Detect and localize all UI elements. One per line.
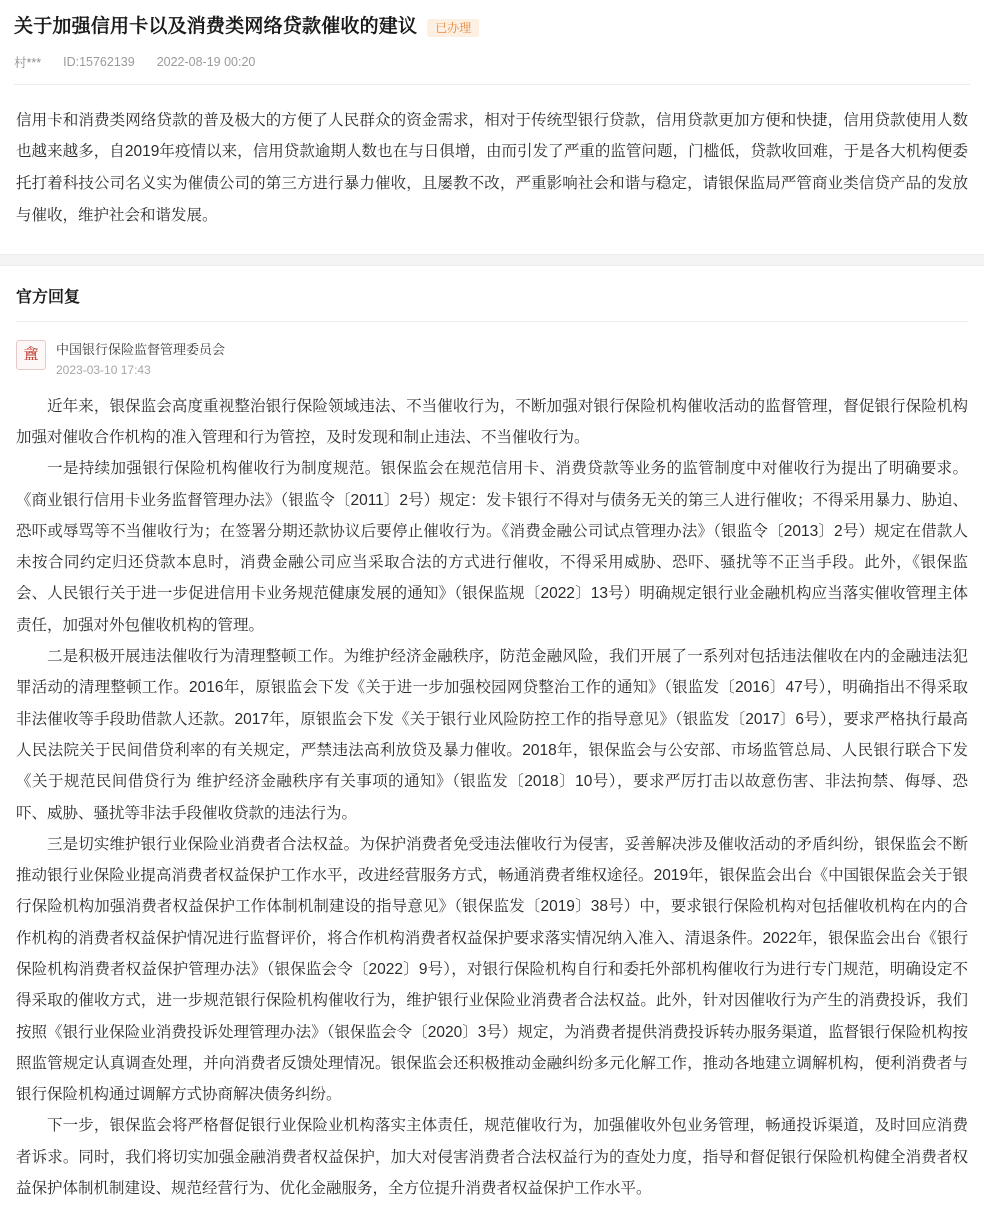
reply-divider xyxy=(16,321,968,322)
question-body xyxy=(0,85,984,254)
reply-paragraph: 一是持续加强银行保险机构催收行为制度规范。银保监会在规范信用卡、消费贷款等业务的监管制度中对催收行为提出了明确要求。《商业银行信用卡业务监督管理办法》（银监令〔2011〕2号）规定：发卡银行不得对与债务无关的第三人进行催收；不得采用暴力、胁迫、恐吓或辱骂等不当催收行为；在签署分期还款协议后要停止催收行为。《消费金融公司试点管理办法》（银监令〔2013〕2号）规定在借款人未按合同约定归还贷款本息时，消费金融公司应当采取合法的方式进行催收，不得采用威胁、恐吓、骚扰等不正当手段。此外，《银保监会、人民银行关于进一步促进信用卡业务规范健康发展的通知》（银保监规〔2022〕13号）明确规定银行业金融机构应当落实催收管理主体责任，加强对外包催收机构的管理。 xyxy=(16,460,968,634)
status-badge: 已办理 xyxy=(427,19,479,37)
responder-name: 中国银行保险监督管理委员会 xyxy=(56,341,226,357)
reply-paragraph: 下一步，银保监会将严格督促银行业保险业机构落实主体责任，规范催收行为，加强催收外包业务管理，畅通投诉渠道，及时回应消费者诉求。同时，我们将切实加强金融消费者权益保护，加大对侵害消费者合法权益行为的查处力度，指导和督促银行保险机构健全消费者权益保护体制机制建设、规范经营行为、优化金融服务，全方位提升消费者权益保护工作水平。 xyxy=(16,1117,968,1198)
document-header xyxy=(0,0,984,85)
author-name: 村*** xyxy=(14,55,42,70)
official-reply-section xyxy=(0,266,984,1222)
reply-body xyxy=(16,391,968,1222)
reply-heading: 官方回复 xyxy=(16,288,81,306)
post-datetime: 2022-08-19 00:20 xyxy=(156,54,256,69)
reply-paragraph: 三是切实维护银行业保险业消费者合法权益。为保护消费者免受违法催收行为侵害，妥善解决涉及催收活动的矛盾纠纷，银保监会不断推动银行业保险业提高消费者权益保护工作水平，改进经营服务方式，畅通消费者维权途径。2019年，银保监会出台《中国银保监会关于银行保险机构加强消费者权益保护工作体制机制建设的指导意见》（银保监发〔2019〕38号）中，要求银行保险机构对包括催收机构在内的合作机构的消费者权益保护情况进行监督评价，将合作机构消费者权益保护要求落实情况纳入准入、清退条件。2022年，银保监会出台《银行保险机构消费者权益保护管理办法》（银保监会令〔2022〕9号），对银行保险机构自行和委托外部机构催收行为进行专门规范，明确设定不得采取的催收方式，进一步规范银行保险机构催收行为，维护银行业保险业消费者合法权益。此外，针对因催收行为产生的消费投诉，我们按照《银行业保险业消费投诉处理管理办法》（银保监会令〔2020〕3号）规定，为消费者提供消费投诉转办服务渠道，监督银行保险机构按照监管规定认真调查处理，并向消费者反馈处理情况。银保监会还积极推动金融纠纷多元化解工作，推动各地建立调解机构，便利消费者与银行保险机构通过调解方式协商解决债务纠纷。 xyxy=(16,835,968,1104)
post-id: ID:15762139 xyxy=(63,54,135,69)
responder xyxy=(16,338,968,377)
institution-emblem-icon: 盦 xyxy=(16,340,46,370)
section-separator xyxy=(0,254,984,266)
title-row xyxy=(14,14,970,41)
reply-paragraph: 二是积极开展违法催收行为清理整顿工作。为维护经济金融秩序，防范金融风险，我们开展了一系列对包括违法催收在内的金融违法犯罪活动的清理整顿工作。2016年，原银监会下发《关于进一步加强校园网贷整治工作的通知》（银监发〔2016〕47号），明确指出不得采取非法催收等手段助借款人还款。2017年，原银监会下发《关于银行业风险防控工作的指导意见》（银监发〔2017〕6号），要求严格执行最高人民法院关于民间借贷利率的有关规定，严禁违法高利放贷及暴力催收。2018年，银保监会与公安部、市场监管总局、人民银行联合下发《关于规范民间借贷行为 维护经济金融秩序有关事项的通知》（银监发〔2018〕10号），要求严厉打击以故意伤害、非法拘禁、侮辱、恐吓、威胁、骚扰等非法手段催收贷款的违法行为。 xyxy=(16,648,968,822)
question-paragraph: 信用卡和消费类网络贷款的普及极大的方便了人民群众的资金需求，相对于传统型银行贷款，信用贷款更加方便和快捷，信用贷款使用人数也越来越多，自2019年疫情以来，信用贷款逾期人数也在与日俱增，由而引发了严重的监管问题，门槛低，贷款收回难，于是各大机构便委托打着科技公司名义实为催债公司的第三方进行暴力催收，且屡教不改，严重影响社会和谐与稳定，请银保监局严管商业类信贷产品的发放与催收，维护社会和谐发展。 xyxy=(16,111,968,224)
responder-texts xyxy=(56,338,225,377)
page-title: 关于加强信用卡以及消费类网络贷款催收的建议 xyxy=(14,16,418,37)
reply-paragraph: 近年来，银保监会高度重视整治银行保险领域违法、不当催收行为，不断加强对银行保险机构催收活动的监督管理，督促银行保险机构加强对催收合作机构的准入管理和行为管控，及时发现和制止违法、不当催收行为。 xyxy=(16,397,968,446)
responder-date: 2023-03-10 17:43 xyxy=(56,362,151,377)
metadata-row xyxy=(14,53,970,71)
